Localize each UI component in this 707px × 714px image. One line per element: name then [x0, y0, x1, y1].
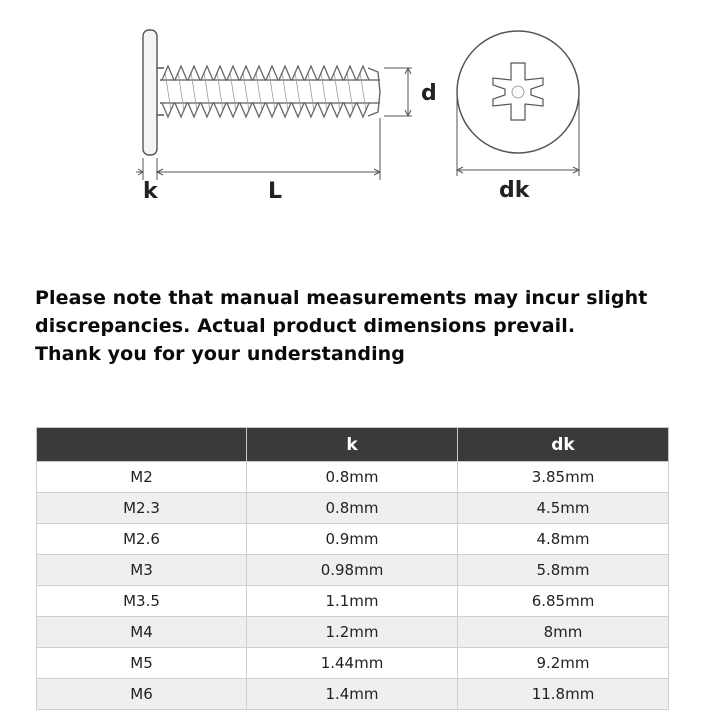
- table-header-row: [37, 428, 669, 462]
- k-cell: 1.2mm: [247, 617, 458, 648]
- thread-line: [165, 72, 171, 111]
- dk-cell: 4.8mm: [458, 524, 669, 555]
- k-cell: 1.44mm: [247, 648, 458, 679]
- k-cell: 0.9mm: [247, 524, 458, 555]
- k-cell: 0.98mm: [247, 555, 458, 586]
- thread-line: [191, 72, 197, 111]
- thread-line: [360, 72, 366, 111]
- thread-line: [334, 72, 340, 111]
- dk-cell: 3.85mm: [458, 462, 669, 493]
- header-size: [37, 428, 247, 462]
- dk-cell: 9.2mm: [458, 648, 669, 679]
- dk-cell: 5.8mm: [458, 555, 669, 586]
- size-cell: M5: [37, 648, 247, 679]
- size-spec-table: [36, 427, 669, 710]
- thread-line: [204, 72, 210, 111]
- thread-teeth: [160, 66, 369, 117]
- thread-line: [308, 72, 314, 111]
- screw-side-view: [143, 30, 380, 155]
- thread-line: [217, 72, 223, 111]
- thread-line: [321, 72, 327, 111]
- thread-line: [282, 72, 288, 111]
- screw-top-view: [457, 31, 579, 153]
- size-cell: M4: [37, 617, 247, 648]
- header-dk: dk: [458, 428, 669, 462]
- dk-cell: 8mm: [458, 617, 669, 648]
- table-row: [37, 493, 669, 524]
- dk-cell: 4.5mm: [458, 493, 669, 524]
- d-dimension: [384, 68, 412, 116]
- thread-line: [295, 72, 301, 111]
- thread-profile: [160, 103, 369, 117]
- table-row: [37, 617, 669, 648]
- screw-dimension-diagram: [0, 0, 707, 270]
- k-cell: 1.4mm: [247, 679, 458, 710]
- note-line: Thank you for your understanding: [35, 343, 406, 365]
- table-row: [37, 586, 669, 617]
- table-row: [37, 462, 669, 493]
- size-cell: M2.6: [37, 524, 247, 555]
- table-row: [37, 648, 669, 679]
- size-cell: M6: [37, 679, 247, 710]
- table-row: [37, 555, 669, 586]
- k-l-dimension: [136, 118, 380, 180]
- thread-line: [256, 72, 262, 111]
- dk-label: dk: [499, 178, 530, 203]
- note-line: Please note that manual measurements may incur slight: [35, 287, 648, 309]
- thread-profile: [160, 66, 369, 80]
- thread-line: [243, 72, 249, 111]
- measurement-note: [35, 284, 695, 368]
- table-row: [37, 524, 669, 555]
- k-cell: 1.1mm: [247, 586, 458, 617]
- thread-line: [269, 72, 275, 111]
- thread-line: [178, 72, 184, 111]
- thread-line: [347, 72, 353, 111]
- note-line: discrepancies. Actual product dimensions prevail.: [35, 315, 576, 337]
- size-cell: M2: [37, 462, 247, 493]
- dk-cell: 6.85mm: [458, 586, 669, 617]
- size-cell: M3.5: [37, 586, 247, 617]
- header-k: k: [247, 428, 458, 462]
- thread-line: [230, 72, 236, 111]
- L-label: L: [268, 179, 283, 204]
- d-label: d: [421, 81, 437, 106]
- k-cell: 0.8mm: [247, 493, 458, 524]
- k-cell: 0.8mm: [247, 462, 458, 493]
- dk-cell: 11.8mm: [458, 679, 669, 710]
- k-label: k: [143, 179, 158, 204]
- table-row: [37, 679, 669, 710]
- size-cell: M2.3: [37, 493, 247, 524]
- size-cell: M3: [37, 555, 247, 586]
